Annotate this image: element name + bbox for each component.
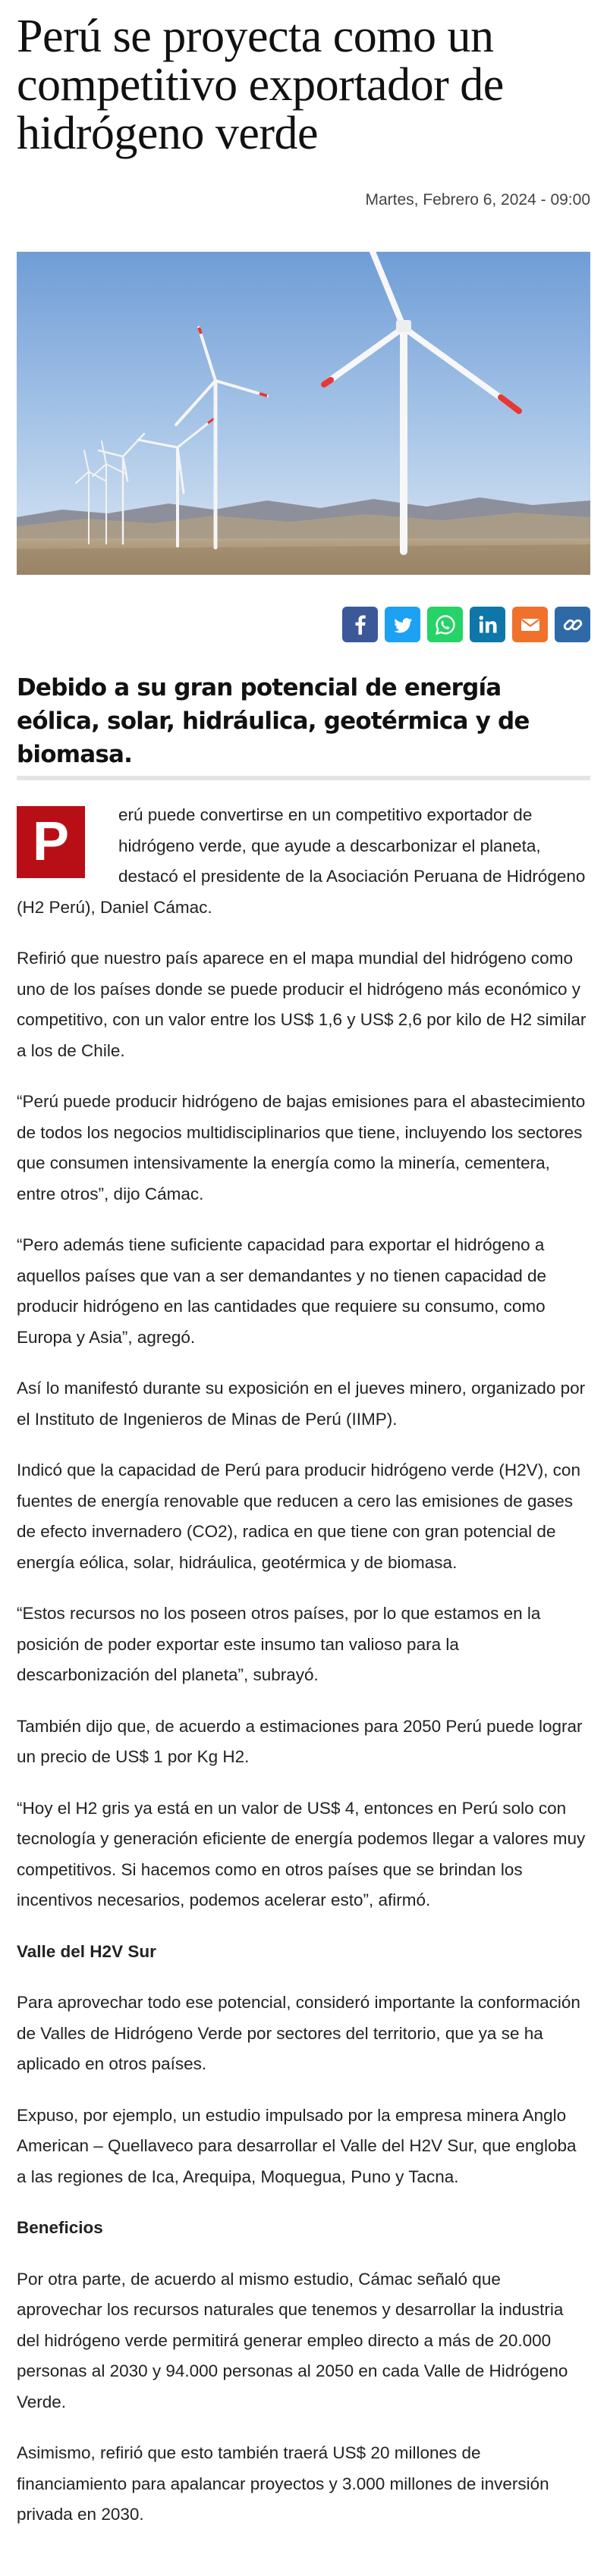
body-paragraph: “Perú puede producir hidrógeno de bajas emisiones para el abastecimiento de todos los negocios multidisciplinarios que tiene, incluyendo los sectores que consumen intensivamente la energía como la minería, cementera, entre otros”, dijo Cámac. xyxy=(17,1092,586,1203)
body-paragraph: “Estos recursos no los poseen otros países, por lo que estamos en la posición de poder exportar este insumo tan valioso para la descarbonización del planeta”, subrayó. xyxy=(17,1604,541,1684)
section-heading-beneficios: Beneficios xyxy=(17,2218,103,2237)
article-body xyxy=(17,800,590,2551)
link-icon xyxy=(560,612,586,638)
article-date: Martes, Febrero 6, 2024 - 09:00 xyxy=(365,191,590,209)
share-whatsapp-button[interactable] xyxy=(427,607,463,642)
email-icon xyxy=(517,612,543,638)
article-subtitle: Debido a su gran potencial de energía eólica, solar, hidráulica, geotérmica y de biomasa. xyxy=(17,674,530,768)
share-facebook-button[interactable] xyxy=(342,607,378,642)
body-paragraph: Asimismo, refirió que esto también traerá US$ 20 millones de financiamiento para apalancar proyectos y 3.000 millones de inversión privada en 2030. xyxy=(17,2443,549,2524)
body-paragraph: Así lo manifestó durante su exposición en el jueves minero, organizado por el Instituto de Ingenieros de Minas de Perú (IIMP). xyxy=(17,1379,586,1429)
lead-paragraph xyxy=(17,800,590,923)
share-bar xyxy=(342,607,590,642)
whatsapp-icon xyxy=(432,612,458,638)
body-paragraph: Expuso, por ejemplo, un estudio impulsado por la empresa minera Anglo American – Quellaveco para desarrollar el Valle del H2V Sur, que engloba a las regiones de Ica, Arequipa, Moquegua, Puno y Tacna. xyxy=(17,2105,577,2186)
body-paragraph: “Hoy el H2 gris ya está en un valor de US$ 4, entonces en Perú solo con tecnología y generación eficiente de energía podemos llegar a valores muy competitivos. Si hacemos como en otros países que se brindan los incentivos necesarios, podemos acelerar esto”, afirmó. xyxy=(17,1798,586,1909)
section-divider xyxy=(17,776,590,780)
share-linkedin-button[interactable] xyxy=(470,607,505,642)
facebook-icon xyxy=(348,612,373,638)
share-email-button[interactable] xyxy=(512,607,548,642)
lead-text: erú puede convertirse en un competitivo exportador de hidrógeno verde, que ayude a descarbonizar el planeta, destacó el presidente de la Asociación Peruana de Hidrógeno (H2 Perú), Daniel Cámac. xyxy=(17,805,586,917)
body-paragraph: Refirió que nuestro país aparece en el mapa mundial del hidrógeno como uno de los países donde se puede producir el hidrógeno más económico y competitivo, con un valor entre los US$ 1,6 y US$ 2,6 por kilo de H2 similar a los de Chile. xyxy=(17,949,587,1060)
linkedin-icon xyxy=(475,612,501,638)
drop-cap: P xyxy=(17,806,85,878)
section-heading-valle: Valle del H2V Sur xyxy=(17,1941,156,1961)
article-title: Perú se proyecta como un competitivo exportador de hidrógeno verde xyxy=(17,11,504,159)
body-paragraph: Para aprovechar todo ese potencial, consideró importante la conformación de Valles de Hidrógeno Verde por sectores del territorio, que ya se ha aplicado en otros países. xyxy=(17,1993,580,2073)
hero-image-wind-turbines xyxy=(17,252,590,575)
body-paragraph: Por otra parte, de acuerdo al mismo estudio, Cámac señaló que aprovechar los recursos naturales que tenemos y desarrollar la industria del hidrógeno verde permitirá generar empleo directo a más de 20.000 personas al 2030 y 94.000 personas al 2050 en cada Valle de Hidrógeno Verde. xyxy=(17,2269,568,2411)
twitter-icon xyxy=(390,612,416,638)
body-paragraph: Indicó que la capacidad de Perú para producir hidrógeno verde (H2V), con fuentes de energía renovable que reducen a cero las emisiones de gases de efecto invernadero (CO2), radica en que tiene con gran potencial de energía eólica, solar, hidráulica, geotérmica y de biomasa. xyxy=(17,1461,580,1572)
share-twitter-button[interactable] xyxy=(385,607,420,642)
share-link-button[interactable] xyxy=(555,607,590,642)
body-paragraph: “Pero además tiene suficiente capacidad para exportar el hidrógeno a aquellos países que van a ser demandantes y no tienen capacidad de producir hidrógeno en las cantidades que requiere su consumo, como Europa y Asia”, agregó. xyxy=(17,1235,546,1347)
body-paragraph: También dijo que, de acuerdo a estimaciones para 2050 Perú puede lograr un precio de US$ 1 por Kg H2. xyxy=(17,1716,583,1766)
